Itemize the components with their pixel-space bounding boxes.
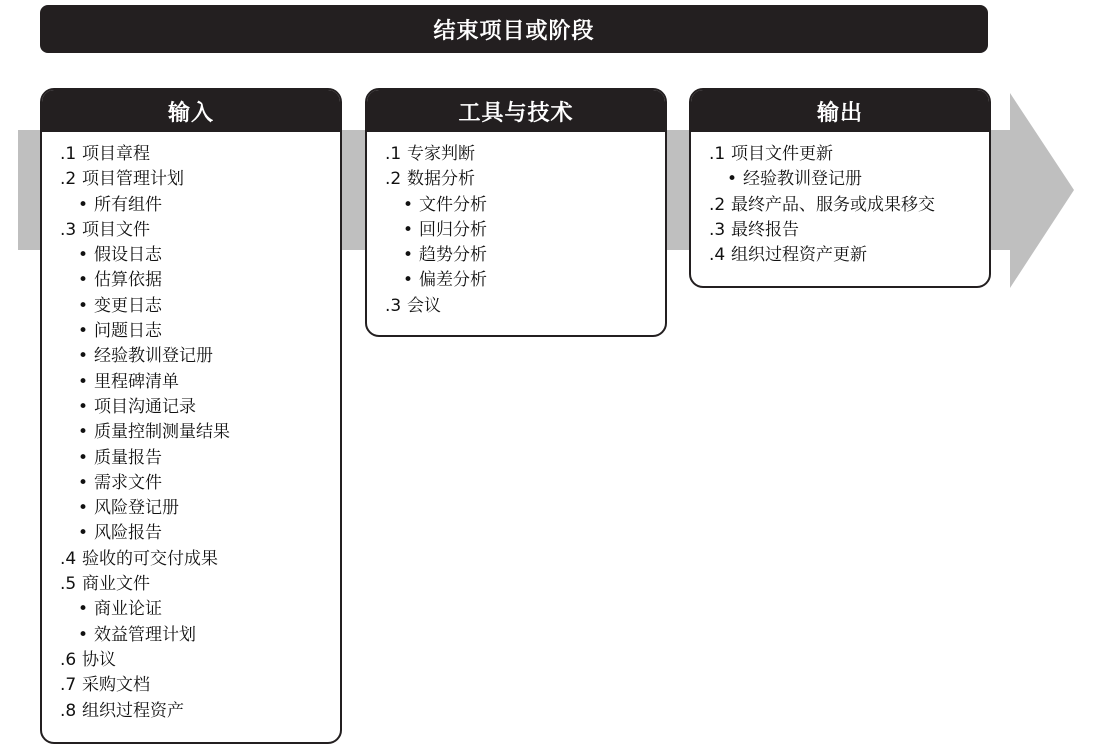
sub-item-label: 质量控制测量结果	[94, 422, 230, 443]
item-label: 项目章程	[82, 144, 150, 164]
item-number: .1	[60, 144, 77, 164]
outputs-header: 输出	[691, 90, 989, 132]
item-number: .4	[60, 548, 77, 569]
sub-list-item	[78, 420, 340, 445]
item-label: 数据分析	[407, 169, 475, 190]
list-item	[709, 243, 989, 268]
item-label: 组织过程资产更新	[731, 245, 867, 266]
sub-list-item	[78, 623, 340, 648]
sub-list-item	[78, 395, 340, 420]
sub-list-item	[78, 446, 340, 471]
bullet-icon: •	[78, 447, 89, 468]
item-label: 项目文件更新	[731, 144, 833, 164]
bullet-icon: •	[78, 396, 89, 417]
list-item	[385, 294, 665, 319]
sub-list	[60, 597, 340, 648]
list-item	[709, 142, 989, 193]
list-item	[60, 699, 340, 724]
item-label: 商业文件	[82, 574, 150, 595]
sub-item-label: 经验教训登记册	[743, 169, 862, 190]
bullet-icon: •	[403, 270, 414, 291]
sub-item-label: 变更日志	[94, 295, 162, 316]
sub-item-label: 文件分析	[419, 194, 487, 215]
item-number: .1	[385, 144, 402, 164]
bullet-icon: •	[727, 169, 738, 190]
item-label: 项目文件	[82, 219, 150, 240]
list-item	[385, 167, 665, 293]
list-item	[709, 193, 989, 218]
sub-item-label: 估算依据	[94, 270, 162, 291]
item-number: .6	[60, 649, 77, 670]
sub-list-item	[78, 193, 340, 218]
item-label: 最终报告	[731, 219, 799, 240]
process-title: 结束项目或阶段	[40, 5, 988, 53]
sub-list-item	[78, 496, 340, 521]
tools-techniques-header: 工具与技术	[367, 90, 665, 132]
sub-list-item	[78, 294, 340, 319]
sub-list-item	[403, 218, 665, 243]
sub-item-label: 回归分析	[419, 219, 487, 240]
item-label: 组织过程资产	[82, 700, 184, 721]
list-item	[60, 218, 340, 547]
item-label: 会议	[407, 295, 441, 316]
bullet-icon: •	[78, 599, 89, 620]
sub-list-item	[403, 193, 665, 218]
sub-list-item	[78, 268, 340, 293]
item-number: .2	[385, 169, 402, 190]
sub-item-label: 假设日志	[94, 245, 162, 266]
bullet-icon: •	[78, 422, 89, 443]
tools-techniques-box	[365, 88, 667, 337]
item-label: 验收的可交付成果	[82, 548, 218, 569]
sub-item-label: 趋势分析	[419, 245, 487, 266]
item-label: 最终产品、服务或成果移交	[731, 194, 935, 215]
sub-list-item	[403, 268, 665, 293]
sub-list-item	[78, 521, 340, 546]
sub-item-label: 风险登记册	[94, 498, 179, 519]
item-label: 协议	[82, 649, 116, 670]
sub-list-item	[727, 167, 989, 192]
bullet-icon: •	[78, 624, 89, 645]
sub-item-label: 项目沟通记录	[94, 396, 196, 417]
bullet-icon: •	[403, 194, 414, 215]
bullet-icon: •	[78, 245, 89, 266]
sub-item-label: 质量报告	[94, 447, 162, 468]
item-number: .1	[709, 144, 726, 164]
list-item	[709, 218, 989, 243]
outputs-list	[691, 132, 989, 268]
bullet-icon: •	[78, 346, 89, 367]
sub-item-label: 问题日志	[94, 321, 162, 342]
sub-list	[60, 243, 340, 547]
item-label: 采购文档	[82, 675, 150, 696]
sub-item-label: 效益管理计划	[94, 624, 196, 645]
sub-item-label: 偏差分析	[419, 270, 487, 291]
bullet-icon: •	[78, 194, 89, 215]
item-label: 项目管理计划	[82, 169, 184, 190]
item-number: .8	[60, 700, 77, 721]
sub-list-item	[78, 243, 340, 268]
bullet-icon: •	[78, 371, 89, 392]
list-item	[385, 142, 665, 167]
sub-list	[60, 193, 340, 218]
inputs-header: 输入	[42, 90, 340, 132]
item-number: .3	[709, 219, 726, 240]
sub-list-item	[403, 243, 665, 268]
inputs-list	[42, 132, 340, 724]
item-number: .3	[60, 219, 77, 240]
bullet-icon: •	[78, 295, 89, 316]
bullet-icon: •	[78, 270, 89, 291]
sub-list-item	[78, 471, 340, 496]
bullet-icon: •	[78, 523, 89, 544]
item-number: .4	[709, 245, 726, 266]
list-item	[60, 547, 340, 572]
sub-item-label: 风险报告	[94, 523, 162, 544]
list-item	[60, 167, 340, 218]
sub-list	[709, 167, 989, 192]
sub-list-item	[78, 597, 340, 622]
sub-item-label: 经验教训登记册	[94, 346, 213, 367]
inputs-box	[40, 88, 342, 744]
list-item	[60, 572, 340, 648]
sub-list-item	[78, 319, 340, 344]
item-number: .2	[60, 169, 77, 190]
item-number: .2	[709, 194, 726, 215]
item-number: .3	[385, 295, 402, 316]
item-number: .5	[60, 574, 77, 595]
sub-list-item	[78, 344, 340, 369]
item-number: .7	[60, 675, 77, 696]
list-item	[60, 673, 340, 698]
bullet-icon: •	[78, 321, 89, 342]
sub-item-label: 商业论证	[94, 599, 162, 620]
list-item	[60, 648, 340, 673]
item-label: 专家判断	[407, 144, 475, 164]
sub-list-item	[78, 370, 340, 395]
bullet-icon: •	[403, 219, 414, 240]
sub-item-label: 所有组件	[94, 194, 162, 215]
sub-list	[385, 193, 665, 294]
tools-techniques-list	[367, 132, 665, 319]
bullet-icon: •	[403, 245, 414, 266]
bullet-icon: •	[78, 472, 89, 493]
list-item	[60, 142, 340, 167]
outputs-box	[689, 88, 991, 288]
bullet-icon: •	[78, 498, 89, 519]
sub-item-label: 里程碑清单	[94, 371, 179, 392]
sub-item-label: 需求文件	[94, 472, 162, 493]
